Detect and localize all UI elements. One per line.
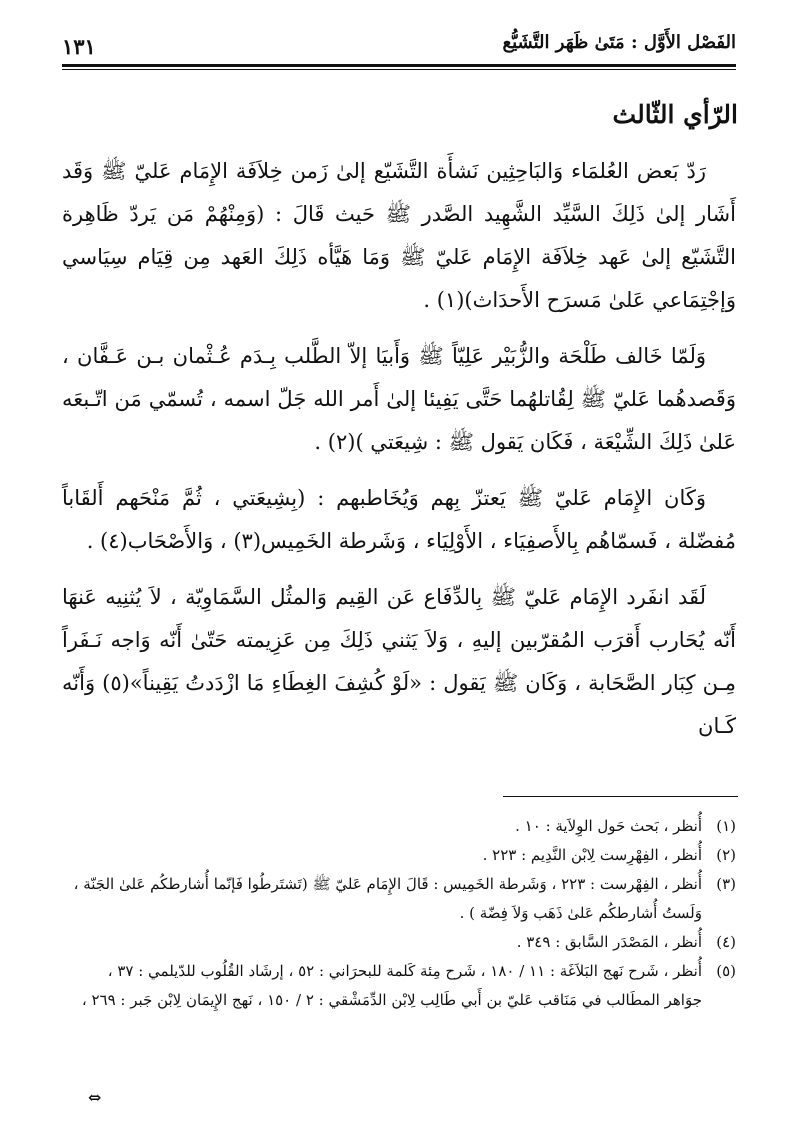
footnote-text: أُنظر ، الفِهْرست : ٢٢٣ ، وَشَرطة الخَمِيس : قَالَ الإِمَام عَليّ ﷺ (تَشتَرطُوا فَإنّما أُشارطكُم عَلىٰ الجَنّة ، (73, 875, 702, 893)
page-number: ١٣١ (62, 34, 96, 59)
paragraph-2: وَلَمّا خَالف طَلْحَة والزُّبَيْر عَلِيّاً ﷺ وَأَبيَا إلاّ الطَّلب بِـدَم عُـثْمان بـن عَـفَّان ، وَقَصدهُما عَليّ ﷺ لِقُاتلهُما حَتَّى يَفِيئا إلىٰ أَمر الله جَلّ اسمه ، تُسمّي مَن اتّـبعَه عَلىٰ ذَلِكَ الشِّيْعَة ، فَكَان يَقول ﷺ : شِيعَتي )(٢) . (62, 344, 736, 454)
header-rule-thin (62, 69, 736, 70)
footnote-number: (٥) (716, 962, 736, 980)
paragraph-1: رَدّ بَعض العُلمَاء وَالبَاحِثِين نَشأَة التَّشَيّع إلىٰ زَمن خِلاَفَة الإِمَام عَليّ ﷺ وَقَد أَشَار إلىٰ ذَلِكَ السَّيِّد الشَّهِيد الصَّدر ﷺ حَيث قَالَ : (وَمِنْهُمْ مَن يَردّ ظَاهِرة التَّشَيّع إلىٰ عَهد خِلاَفَة الإِمَام عَليّ ﷺ وَمَا هَيَّأه ذَلِكَ العَهد مِن قِيَام سِيَاسي وَإجْتِمَاعي عَلىٰ مَسرَح الأَحدَاث)(١) . (62, 159, 736, 312)
footnotes (62, 812, 736, 1015)
footnote-text-continued: جوَاهر المطَالب في مَنَاقب عَليّ بن أَبي طَالِب لِابْن الدِّمَشْقي : ٢ / ١٥٠ ، نَهج الإِيمَان لِابْن جَبر : ٢٦٩ ، (81, 991, 702, 1009)
footnote-1 (62, 812, 736, 841)
footnote-text: أُنظر ، بَحث حَول الوِلاَية : ١٠ . (515, 817, 702, 835)
footnote-separator (503, 796, 738, 797)
header-rule (62, 64, 736, 67)
footnote-number: (١) (716, 817, 736, 835)
footnote-number: (٣) (716, 875, 736, 893)
footnote-4 (62, 928, 736, 957)
footnote-3 (62, 870, 736, 928)
footnote-number: (٤) (716, 933, 736, 951)
continuation-arrow-icon: ⇔ (88, 1088, 102, 1107)
footnote-2 (62, 841, 736, 870)
footnote-text: أُنظر ، شَرح نَهج البَلاَغَة : ١١ / ١٨٠ ، شَرح مِئة كَلمة للبحرَاني : ٥٢ ، إرشَاد القُلُوب للدّيلمي : ٣٧ ، (107, 962, 702, 980)
paragraph-4: لَقَد انفَرد الإِمَام عَليّ ﷺ بِالدِّفَاع عَن القِيم وَالمثُل السَّمَاوِيّة ، لاَ يُثنِيه عَنهَا أَنّه يُحَارب أَقرَب المُقرّبين إليهِ ، وَلاَ يَثني ذَلِكَ مِن عَزِيمته حَتّىٰ أَنّه وَاجه نَـفَراً مِـن كِبَار الصَّحَابة ، وَكَان ﷺ يَقول : «لَوْ كُشِفَ الغِطَاءِ مَا ازْدَدتُ يَقِيناً»(٥) وَأَنّه كَـان (62, 585, 737, 738)
chapter-title: الفَصْل الأَوَّل : مَتَىٰ ظَهَر التَّشَيُّع (502, 32, 736, 53)
footnote-number: (٢) (716, 846, 736, 864)
section-title: الرّأي الثّالث (612, 100, 738, 129)
body-text (62, 150, 736, 761)
paragraph-3: وَكَان الإِمَام عَليّ ﷺ يَعتزّ بِهم وَيُخَاطبهم : (بِشِيعَتي ، ثُمَّ مَنْحَهم أَلقَاباً مُفضّلة ، فَسمّاهُم بِالأَصفِيَاء ، الأَوْلِيَاء ، وَشَرطة الخَمِيس(٣) ، وَالأَصْحَاب(٤) . (62, 486, 736, 553)
footnote-text-continued: وَلَستُ أُشارطكُم عَلىٰ ذَهَب وَلاَ فِضّة ) . (459, 904, 702, 922)
footnote-5 (62, 957, 736, 1015)
footnote-text: أُنظر ، الفِهْرِست لِابْن النَّدِيم : ٢٢٣ . (482, 846, 702, 864)
page-header (62, 28, 736, 62)
footnote-text: أُنظر ، المَصْدَر السَّابق : ٣٤٩ . (516, 933, 702, 951)
